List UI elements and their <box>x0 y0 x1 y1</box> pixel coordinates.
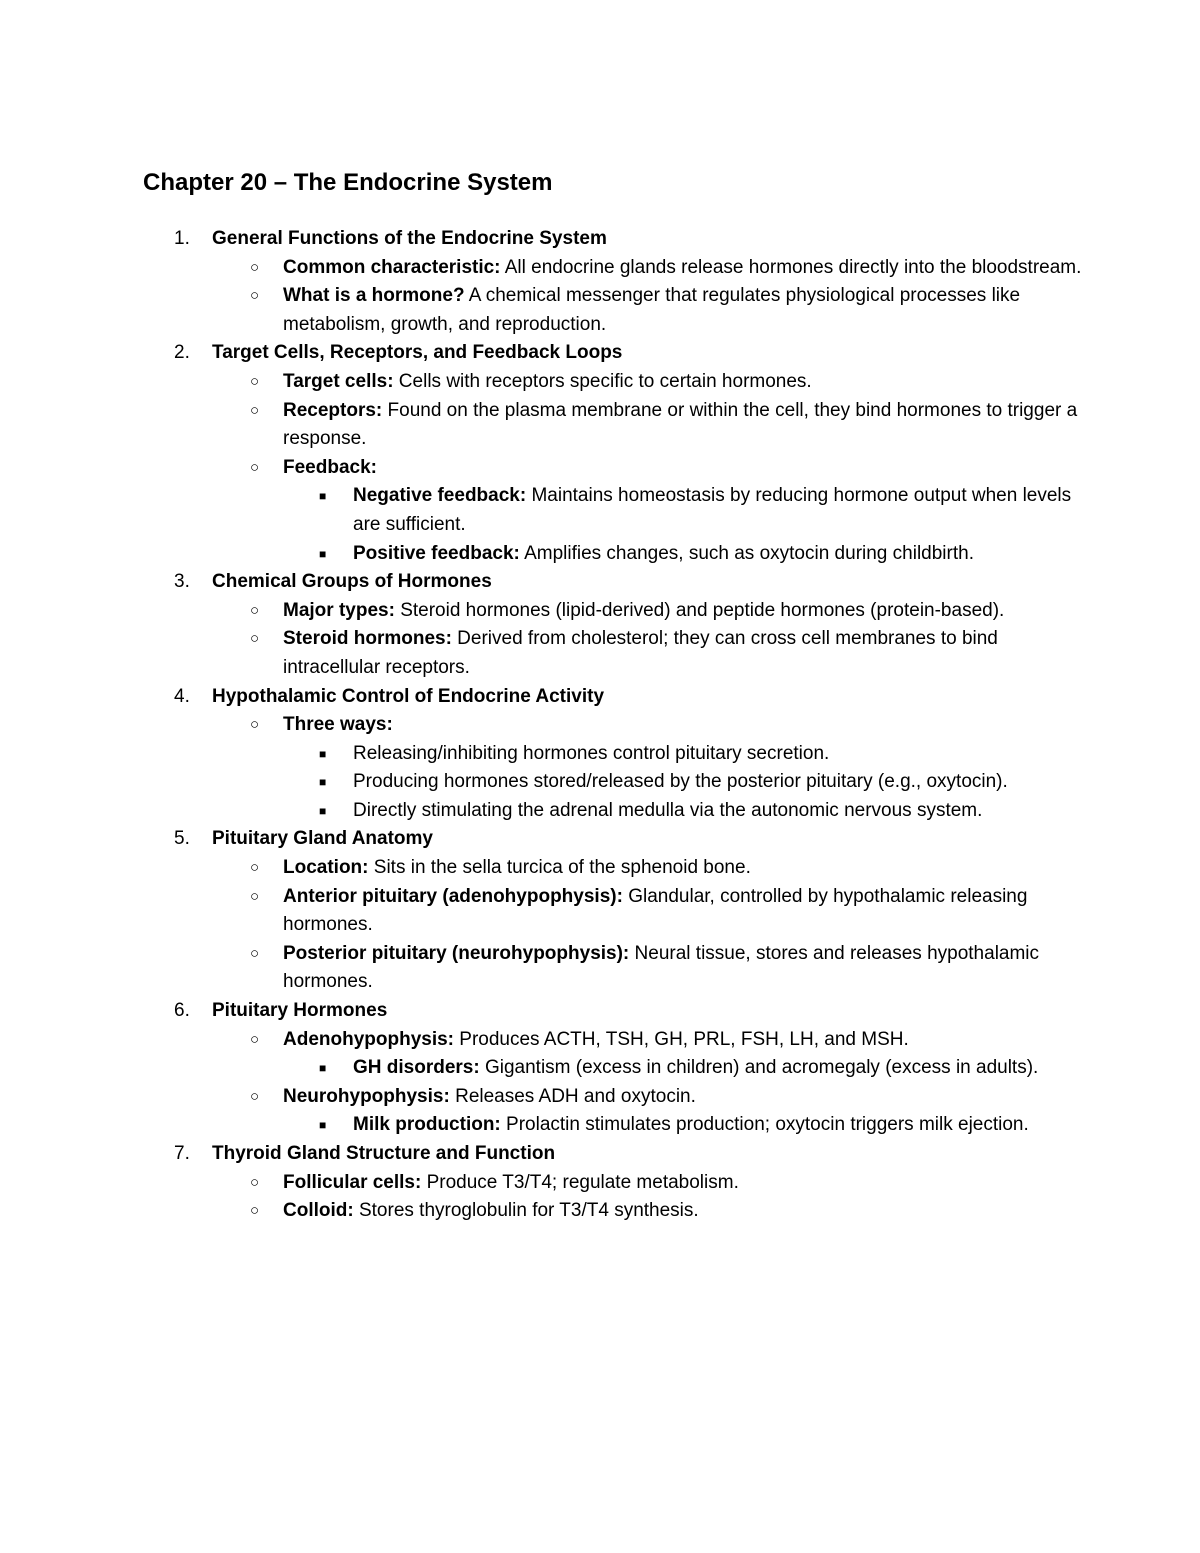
sub-bullet-item <box>283 768 1073 797</box>
bullet-list <box>212 254 1200 340</box>
hollow-circle-bullet-icon: ○ <box>250 630 260 648</box>
bullet-item <box>212 1169 1083 1198</box>
bullet-item <box>212 1197 1083 1226</box>
bullet-item <box>212 368 1083 397</box>
bullet-list <box>212 1026 1200 1140</box>
section-item <box>0 225 1200 339</box>
bullet-list <box>212 368 1200 568</box>
section-number: 1. <box>174 228 190 249</box>
sub-bullet-text: Amplifies changes, such as oxytocin during childbirth. <box>519 542 974 564</box>
square-bullet-icon: ■ <box>319 746 327 761</box>
bullet-label: What is a hormone? <box>283 285 465 307</box>
section-item <box>0 997 1200 1140</box>
bullet-text: Releases ADH and oxytocin. <box>449 1085 696 1107</box>
section-number: 4. <box>174 685 190 707</box>
sub-bullet-label: Positive feedback: <box>353 542 520 564</box>
hollow-circle-bullet-icon: ○ <box>250 601 260 619</box>
bullet-label: Adenohypophysis: <box>283 1028 455 1050</box>
bullet-item <box>212 625 1083 682</box>
bullet-label: Receptors: <box>283 399 383 421</box>
bullet-text: Found on the plasma membrane or within the cell, they bind hormones to trigger a response. <box>283 399 1078 450</box>
section-number: 6. <box>174 1000 190 1022</box>
bullet-text: Steroid hormones (lipid-derived) and peptide hormones (protein-based). <box>394 599 1005 621</box>
bullet-label: Posterior pituitary (neurohypophysis): <box>283 942 630 964</box>
bullet-label: Anterior pituitary (adenohypophysis): <box>283 885 623 907</box>
sub-bullet-item <box>283 797 1073 826</box>
section-item <box>0 339 1200 568</box>
hollow-circle-bullet-icon: ○ <box>250 1087 260 1105</box>
bullet-text: A chemical messenger that regulates physiological processes like metabolism, growth, and reproduction. <box>283 285 1021 335</box>
bullet-label: Target cells: <box>283 370 394 392</box>
hollow-circle-bullet-icon: ○ <box>250 401 260 419</box>
hollow-circle-bullet-icon: ○ <box>250 887 260 905</box>
hollow-circle-bullet-icon: ○ <box>250 1202 260 1220</box>
hollow-circle-bullet-icon: ○ <box>250 716 260 734</box>
section-item <box>0 825 1200 997</box>
hollow-circle-bullet-icon: ○ <box>250 458 260 476</box>
section-heading: Target Cells, Receptors, and Feedback Loops <box>212 342 623 364</box>
bullet-text: Derived from cholesterol; they can cross cell membranes to bind intracellular receptors. <box>283 628 998 678</box>
bullet-text: Cells with receptors specific to certain hormones. <box>393 370 812 392</box>
hollow-circle-bullet-icon: ○ <box>250 944 260 962</box>
sub-bullet-item <box>283 1111 1073 1140</box>
sub-bullet-text: Producing hormones stored/released by the posterior pituitary (e.g., oxytocin). <box>353 771 1008 793</box>
bullet-item <box>212 711 1083 825</box>
bullet-item <box>212 282 1083 339</box>
sub-bullet-list <box>283 482 1083 568</box>
bullet-text: Glandular, controlled by hypothalamic releasing hormones. <box>283 885 1028 936</box>
page-title: Chapter 20 – The Endocrine System <box>143 169 553 196</box>
sub-bullet-list <box>283 740 1083 826</box>
section-heading: Chemical Groups of Hormones <box>212 571 492 593</box>
bullet-item <box>212 883 1083 940</box>
bullet-text: All endocrine glands release hormones directly into the bloodstream. <box>500 256 1082 278</box>
bullet-label: Feedback: <box>283 456 377 478</box>
bullet-label: Major types: <box>283 599 395 621</box>
bullet-label: Colloid: <box>283 1200 354 1222</box>
section-item <box>0 568 1200 682</box>
bullet-text: Stores thyroglobulin for T3/T4 synthesis. <box>353 1200 699 1222</box>
hollow-circle-bullet-icon: ○ <box>250 859 260 877</box>
bullet-list <box>212 711 1200 825</box>
bullet-text: Neural tissue, stores and releases hypothalamic hormones. <box>283 942 1040 993</box>
bullet-item <box>212 940 1083 997</box>
square-bullet-icon: ■ <box>319 775 327 790</box>
bullet-item <box>212 254 1083 283</box>
square-bullet-icon: ■ <box>319 1061 327 1076</box>
bullet-list <box>212 597 1200 683</box>
sub-bullet-label: Negative feedback: <box>353 485 527 507</box>
section-heading: Pituitary Hormones <box>212 1000 388 1022</box>
bullet-label: Steroid hormones: <box>283 628 452 650</box>
section-heading: General Functions of the Endocrine System <box>212 228 607 249</box>
sub-bullet-text: Gigantism (excess in children) and acromegaly (excess in adults). <box>479 1057 1039 1079</box>
sub-bullet-list <box>283 1054 1083 1083</box>
hollow-circle-bullet-icon: ○ <box>250 1030 260 1048</box>
sub-bullet-text: Prolactin stimulates production; oxytocin triggers milk ejection. <box>500 1114 1029 1136</box>
square-bullet-icon: ■ <box>319 489 327 504</box>
section-heading: Pituitary Gland Anatomy <box>212 828 433 850</box>
bullet-text: Produces ACTH, TSH, GH, PRL, FSH, LH, and MSH. <box>454 1028 909 1050</box>
section-heading: Hypothalamic Control of Endocrine Activity <box>212 685 605 707</box>
sub-bullet-label: GH disorders: <box>353 1057 480 1079</box>
hollow-circle-bullet-icon: ○ <box>250 1173 260 1191</box>
bullet-list <box>212 854 1200 997</box>
section-list <box>0 225 1200 1226</box>
bullet-item <box>212 597 1083 626</box>
bullet-item <box>212 1083 1083 1140</box>
bullet-label: Follicular cells: <box>283 1171 422 1193</box>
square-bullet-icon: ■ <box>319 803 327 818</box>
bullet-list <box>212 1169 1200 1226</box>
bullet-item <box>212 397 1083 454</box>
hollow-circle-bullet-icon: ○ <box>250 287 260 305</box>
section-item <box>0 683 1200 826</box>
section-number: 3. <box>174 571 190 593</box>
bullet-text: Produce T3/T4; regulate metabolism. <box>421 1171 739 1193</box>
bullet-item <box>212 454 1083 568</box>
section-heading: Thyroid Gland Structure and Function <box>212 1143 556 1164</box>
square-bullet-icon: ■ <box>319 1118 327 1133</box>
sub-bullet-text: Maintains homeostasis by reducing hormone output when levels are sufficient. <box>353 485 1072 535</box>
section-number: 7. <box>174 1143 190 1164</box>
bullet-label: Location: <box>283 857 369 879</box>
square-bullet-icon: ■ <box>319 546 327 561</box>
sub-bullet-item <box>283 1054 1073 1083</box>
hollow-circle-bullet-icon: ○ <box>250 258 260 276</box>
sub-bullet-label: Milk production: <box>353 1114 501 1136</box>
sub-bullet-item <box>283 482 1073 539</box>
sub-bullet-item <box>283 540 1073 569</box>
bullet-text: Sits in the sella turcica of the sphenoid bone. <box>368 857 751 879</box>
bullet-item <box>212 854 1083 883</box>
bullet-label: Common characteristic: <box>283 256 501 278</box>
section-item <box>0 1140 1200 1226</box>
bullet-label: Three ways: <box>283 714 393 736</box>
sub-bullet-text: Directly stimulating the adrenal medulla via the autonomic nervous system. <box>353 799 983 821</box>
section-number: 2. <box>174 342 190 364</box>
bullet-label: Neurohypophysis: <box>283 1085 450 1107</box>
sub-bullet-text: Releasing/inhibiting hormones control pituitary secretion. <box>353 742 830 764</box>
hollow-circle-bullet-icon: ○ <box>250 372 260 390</box>
sub-bullet-list <box>283 1111 1083 1140</box>
bullet-item <box>212 1026 1083 1083</box>
section-number: 5. <box>174 828 190 850</box>
sub-bullet-item <box>283 740 1073 769</box>
